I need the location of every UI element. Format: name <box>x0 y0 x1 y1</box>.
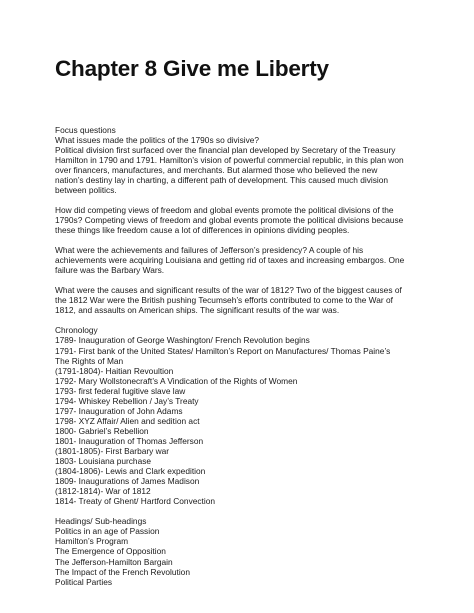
chronology-item: 1809- Inaugurations of James Madison <box>55 476 200 487</box>
subheading-item: The Impact of the French Revolution <box>55 566 190 577</box>
paragraph-gap <box>55 506 455 516</box>
focus-question-4 <box>55 285 455 315</box>
chronology-item: 1791- First bank of the United States/ Hamilton’s Report on Manufactures/ Thomas Paine’s <box>55 345 391 356</box>
subheadings-heading: Headings/ Sub-headings <box>55 516 147 527</box>
paragraph-gap <box>55 315 455 325</box>
chronology-item: (1791-1804)- Haitian Revoultion <box>55 365 174 376</box>
chronology-list <box>55 335 455 506</box>
text-line: failure was the Barbary Wars. <box>55 265 165 276</box>
subheading-item: Hamilton’s Program <box>55 536 129 547</box>
text-line: between politics. <box>55 184 117 195</box>
chronology-item: 1793- first federal fugitive slave law <box>55 385 186 396</box>
chronology-heading: Chronology <box>55 325 98 336</box>
paragraph-gap <box>55 275 455 285</box>
chronology-item: 1800- Gabriel’s Rebellion <box>55 425 149 436</box>
chronology-item: (1812-1814)- War of 1812 <box>55 486 151 497</box>
paragraph-gap <box>55 195 455 205</box>
text-line: What were the achievements and failures of Jefferson’s presidency? A couple of his <box>55 245 364 256</box>
document-title: Chapter 8 Give me Liberty <box>55 56 329 81</box>
subheadings-list <box>55 526 455 586</box>
focus-question-1 <box>55 135 455 195</box>
chronology-item: (1804-1806)- Lewis and Clark expedition <box>55 466 206 477</box>
focus-questions-heading: Focus questions <box>55 124 116 135</box>
chronology-item: 1801- Inauguration of Thomas Jefferson <box>55 435 204 446</box>
paragraph-gap <box>55 235 455 245</box>
chronology-item: (1801-1805)- First Barbary war <box>55 446 170 456</box>
text-line: nation’s destiny lay in charting, a different path of development. This caused much division <box>55 174 389 185</box>
subheading-item: Politics in an age of Passion <box>55 526 160 537</box>
focus-question-3 <box>55 245 455 275</box>
chronology-item: 1792- Mary Wollstonecraft’s A Vindication of the Rights of Women <box>55 375 298 386</box>
text-line: How did competing views of freedom and global events promote the political divisions of the <box>55 204 394 215</box>
text-line: achievements were acquiring Louisiana and getting rid of taxes and increasing embargos. One <box>55 255 405 266</box>
chronology-item: 1803- Louisiana purchase <box>55 456 152 467</box>
text-line: Hamilton in 1790 and 1791. Hamilton’s vision of powerful commercial republic, in this plan won <box>55 154 404 165</box>
document-body <box>55 125 455 587</box>
subheading-item: The Jefferson-Hamilton Bargain <box>55 556 173 567</box>
subheading-item: Political Parties <box>55 576 113 587</box>
chronology-item: 1814- Treaty of Ghent/ Hartford Convection <box>55 496 216 507</box>
text-line: What were the causes and significant results of the war of 1812? Two of the biggest causes of <box>55 285 402 296</box>
chronology-item: 1794- Whiskey Rebellion / Jay’s Treaty <box>55 395 199 406</box>
text-line: the 1812 War were the British pushing Tecumseh’s efforts contributed to come to the War of <box>55 295 393 306</box>
text-line: 1812, and assaults on American ships. The significant results of the war was. <box>55 305 340 316</box>
text-line: over financers, manufactures, and merchants. But alarmed those who believed the new <box>55 164 378 175</box>
text-line: these things like freedom cause a lot of differences in opinions dividing peoples. <box>55 224 350 235</box>
focus-question-2 <box>55 205 455 235</box>
text-line: What issues made the politics of the 1790s so divisive? <box>55 134 260 145</box>
chronology-item: 1797- Inauguration of John Adams <box>55 405 183 416</box>
text-line: Political division first surfaced over the financial plan developed by Secretary of the Treasury <box>55 144 396 155</box>
chronology-item: 1798- XYZ Affair/ Alien and sedition act <box>55 415 200 426</box>
text-line: 1790s? Competing views of freedom and global events promote the political divisions because <box>55 214 404 225</box>
subheading-item: The Emergence of Opposition <box>55 546 166 557</box>
chronology-item: The Rights of Man <box>55 355 124 366</box>
chronology-item: 1789- Inauguration of George Washington/ French Revolution begins <box>55 335 310 346</box>
